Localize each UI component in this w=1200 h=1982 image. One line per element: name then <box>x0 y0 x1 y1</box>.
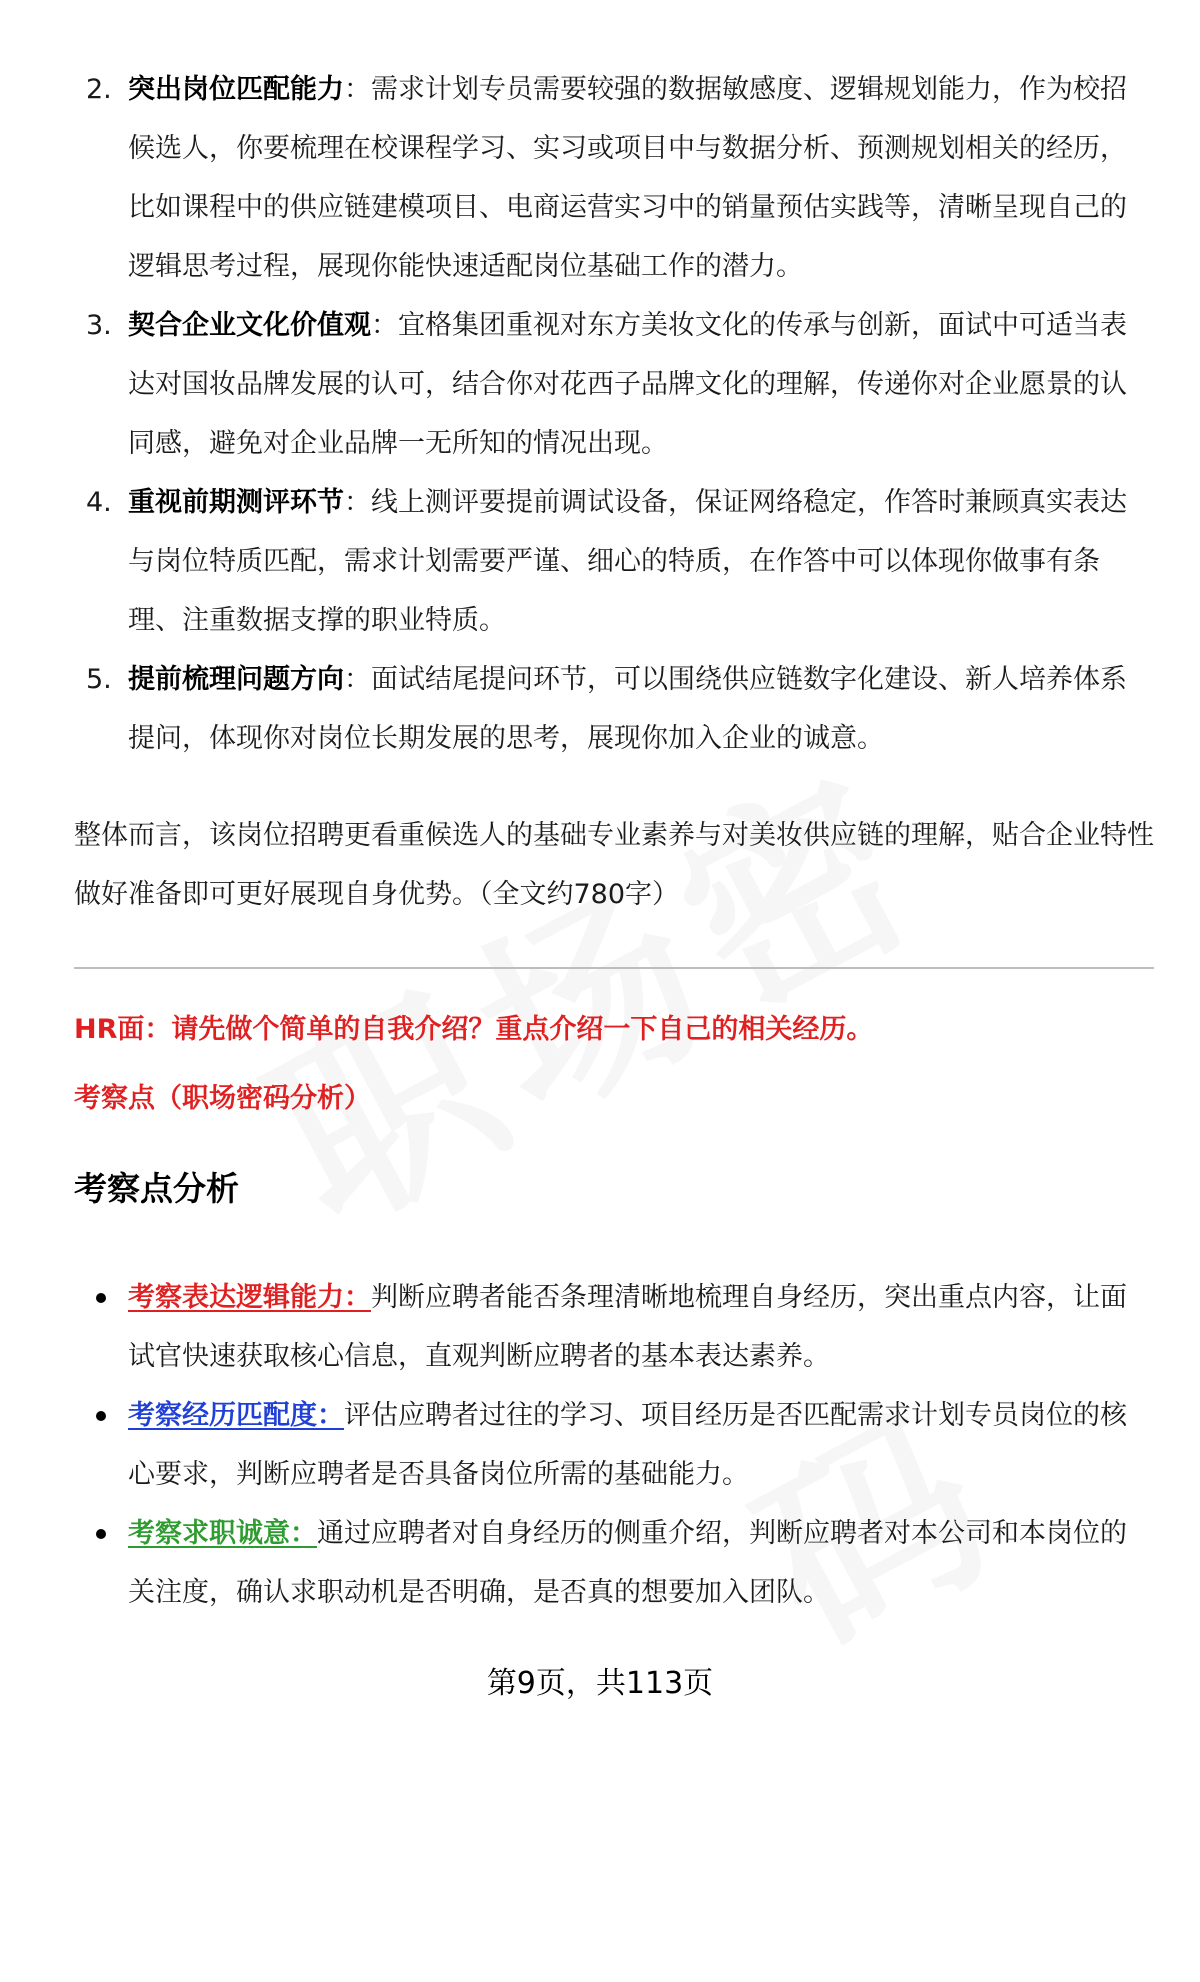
list-item-body <box>128 650 1140 768</box>
list-item-body <box>128 60 1140 296</box>
bullet-text: 评估应聘者过往的学习、项目经历是否匹配需求计划专员岗位的核心要求，判断应聘者是否具备岗位所需的基础能力。 <box>128 1400 1127 1490</box>
bullet-label: 考察求职诚意： <box>128 1518 317 1549</box>
bullet-dot-icon <box>96 1529 106 1539</box>
list-item-title: 重视前期测评环节 <box>128 487 344 518</box>
list-item <box>0 473 1200 650</box>
list-item-title: 契合企业文化价值观 <box>128 310 371 341</box>
bullet-body <box>128 1268 1140 1386</box>
bullet-label: 考察经历匹配度： <box>128 1400 344 1431</box>
numbered-tips-list <box>0 60 1200 768</box>
list-item <box>0 296 1200 473</box>
list-item <box>0 60 1200 296</box>
section-heading: 考察点分析 <box>74 1169 239 1208</box>
bullet-label: 考察表达逻辑能力： <box>128 1282 371 1313</box>
bullet-text: 判断应聘者能否条理清晰地梳理自身经历，突出重点内容，让面试官快速获取核心信息，直观判断应聘者的基本表达素养。 <box>128 1282 1127 1372</box>
list-item <box>0 1386 1200 1504</box>
list-item-body <box>128 473 1140 650</box>
consideration-label: 考察点（职场密码分析） <box>74 1083 371 1114</box>
list-item-number: 2. <box>86 74 112 105</box>
bullet-body <box>128 1504 1140 1622</box>
list-item-text: ：面试结尾提问环节，可以围绕供应链数字化建设、新人培养体系提问，体现你对岗位长期发展的思考，展现你加入企业的诚意。 <box>128 664 1127 754</box>
list-item <box>0 650 1200 768</box>
bullet-body <box>128 1386 1140 1504</box>
bullet-dot-icon <box>96 1411 106 1421</box>
summary-paragraph: 整体而言，该岗位招聘更看重候选人的基础专业素养与对美妆供应链的理解，贴合企业特性做好准备即可更好展现自身优势。（全文约780字） <box>74 820 1154 910</box>
list-item-number: 5. <box>86 664 112 695</box>
list-item-title: 突出岗位匹配能力 <box>128 74 344 105</box>
bullet-text: 通过应聘者对自身经历的侧重介绍，判断应聘者对本公司和本岗位的关注度，确认求职动机是否明确，是否真的想要加入团队。 <box>128 1518 1127 1608</box>
list-item-text: ：需求计划专员需要较强的数据敏感度、逻辑规划能力，作为校招候选人，你要梳理在校课程学习、实习或项目中与数据分析、预测规划相关的经历，比如课程中的供应链建模项目、电商运营实习中的销量预估实践等，清晰呈现自己的逻辑思考过程，展现你能快速适配岗位基础工作的潜力。 <box>128 74 1127 282</box>
list-item-number: 3. <box>86 310 112 341</box>
list-item <box>0 1268 1200 1386</box>
list-item-text: ：宜格集团重视对东方美妆文化的传承与创新，面试中可适当表达对国妆品牌发展的认可，结合你对花西子品牌文化的理解，传递你对企业愿景的认同感，避免对企业品牌一无所知的情况出现。 <box>128 310 1127 459</box>
horizontal-divider <box>74 967 1154 969</box>
hr-interview-question: HR面：请先做个简单的自我介绍？重点介绍一下自己的相关经历。 <box>74 1014 874 1045</box>
list-item-number: 4. <box>86 487 112 518</box>
list-item-title: 提前梳理问题方向 <box>128 664 344 695</box>
list-item <box>0 1504 1200 1622</box>
list-item-text: ：线上测评要提前调试设备，保证网络稳定，作答时兼顾真实表达与岗位特质匹配，需求计划需要严谨、细心的特质，在作答中可以体现你做事有条理、注重数据支撑的职业特质。 <box>128 487 1127 636</box>
list-item-body <box>128 296 1140 473</box>
analysis-bullet-list <box>0 1268 1200 1622</box>
bullet-dot-icon <box>96 1293 106 1303</box>
page-number-footer: 第9页，共113页 <box>486 1666 714 1701</box>
